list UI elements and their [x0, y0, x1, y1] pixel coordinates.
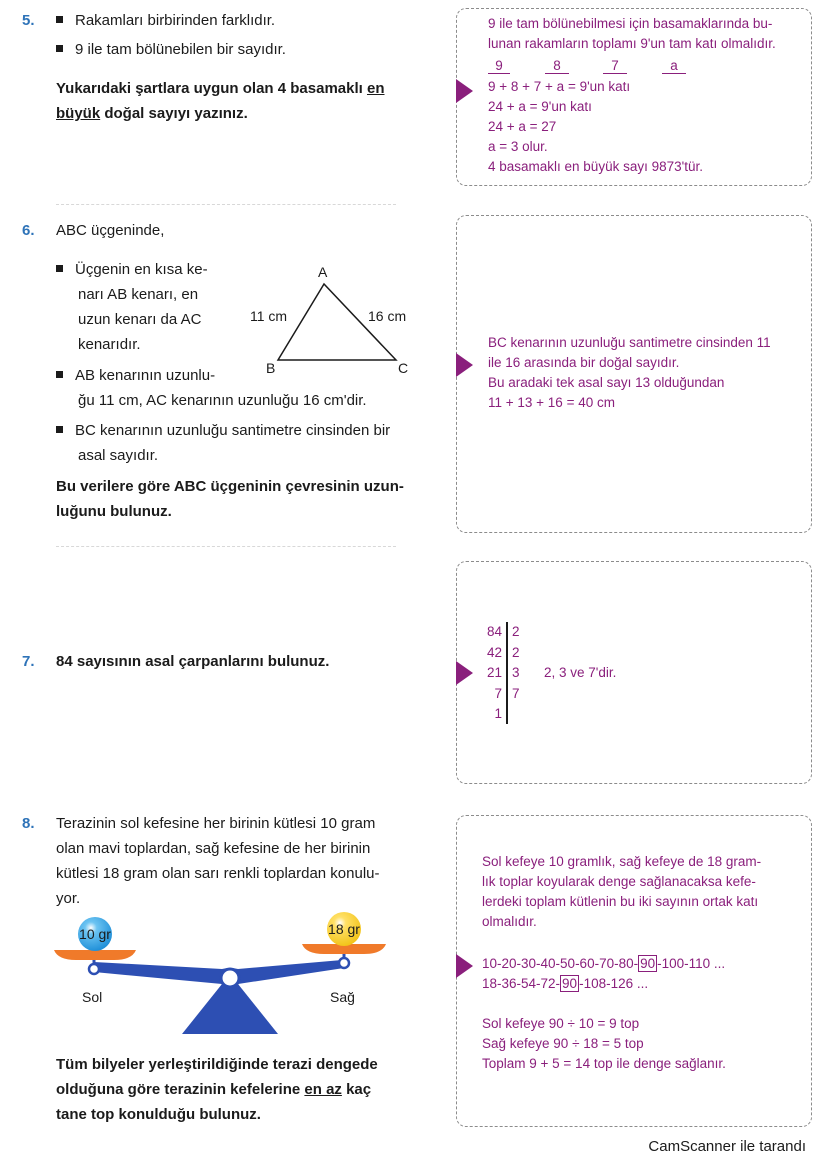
- q6-answer: BC kenarının uzunluğu santimetre cinsinden 11 ile 16 arasında bir doğal sayıdır. Bu aradaki tek asal sayı 13 olduğundan 11 + 13 + 16 = 40 cm: [488, 335, 771, 410]
- scale-pivot: [221, 969, 239, 987]
- digit-a: a: [662, 58, 686, 74]
- common-multiple-box: 90: [562, 976, 578, 991]
- side-ab-label: 11 cm: [250, 308, 288, 324]
- side-ac-label: 16 cm: [368, 308, 407, 324]
- q5-answer: 9 ile tam bölünebilmesi için basamaklarında bu- lunan rakamların toplamı 9'un tam katı olmalıdır.: [488, 16, 776, 51]
- q5-prompt: Yukarıdaki şartlara uygun olan 4 basamaklı en büyük doğal sayıyı yazınız.: [56, 80, 385, 122]
- left-pan: [54, 950, 136, 960]
- vertex-c: C: [398, 360, 409, 376]
- q5-steps: 9 + 8 + 7 + a = 9'un katı 24 + a = 9'un katı 24 + a = 27 a = 3 olur. 4 basamaklı en büyük sayı 9873'tür.: [488, 79, 703, 174]
- multiples-of-10: 10-20-30-40-50-60-70-80- 90 -100-110 ...: [482, 956, 726, 971]
- triangle-figure: [240, 262, 416, 378]
- q7-number: 7.: [22, 653, 35, 670]
- scanner-footer: CamScanner ile tarandı: [648, 1138, 806, 1155]
- division-bar: [506, 622, 508, 724]
- q7-answer-box: [456, 561, 812, 784]
- bullet-icon: [56, 16, 63, 23]
- digit-9: 9: [488, 58, 510, 74]
- q5-text: [56, 8, 416, 126]
- blue-ball-label: 10 gr: [79, 926, 111, 942]
- bullet-icon: [56, 265, 63, 272]
- vertex-b: B: [266, 360, 276, 376]
- q7-arrow-icon: [454, 660, 474, 686]
- separator: [56, 204, 396, 205]
- q5-bullet-2: 9 ile tam bölünebilen bir sayıdır.: [56, 37, 416, 62]
- vertex-a: A: [318, 264, 328, 280]
- right-side-label: Sağ: [330, 989, 355, 1005]
- left-pan-hook: [89, 964, 99, 974]
- digit-7: 7: [603, 58, 627, 74]
- q8-answer: Sol kefeye 10 gramlık, sağ kefeye de 18 gram- lık toplar koyularak denge sağlanacaksa kefe- lerdeki toplam kütlenin bu iki sayının ortak katı olmalıdır.: [482, 854, 762, 929]
- q7-result: 2, 3 ve 7'dir.: [544, 665, 617, 680]
- q6-bullet-3: BC kenarının uzunluğu santimetre cinsinden bir asal sayıdır.: [56, 418, 416, 468]
- left-side-label: Sol: [82, 989, 103, 1005]
- q8-calculation: Sol kefeye 90 ÷ 10 = 9 top Sağ kefeye 90 ÷ 18 = 5 top Toplam 9 + 5 = 14 top ile denge sağlanır.: [482, 1016, 726, 1071]
- q6-intro: ABC üçgeninde,: [56, 222, 165, 239]
- q8-text: Terazinin sol kefesine her birinin kütlesi 10 gram olan mavi toplardan, sağ kefesine de her birinin kütlesi 18 gram olan sarı renkli toplardan konulu- yor.: [56, 815, 380, 907]
- balance-scale: [54, 912, 394, 1038]
- q6-number: 6.: [22, 222, 35, 239]
- division-right-column: 2 2 3 7: [512, 624, 520, 701]
- q8-arrow-icon: [454, 953, 474, 979]
- division-left-column: 84 42 21 7 1: [486, 624, 502, 721]
- q7-prompt: 84 sayısının asal çarpanlarını bulunuz.: [56, 653, 330, 670]
- multiples-of-18: 18-36-54-72- 90 -108-126 ...: [482, 976, 649, 991]
- yellow-ball-label: 18 gr: [328, 921, 360, 937]
- q5-arrow-icon: [454, 78, 474, 104]
- q5-number: 5.: [22, 12, 35, 29]
- digit-8: 8: [545, 58, 569, 74]
- bullet-icon: [56, 45, 63, 52]
- q6-bullet-2: AB kenarının uzunlu- ğu 11 cm, AC kenarının uzunluğu 16 cm'dir.: [56, 363, 416, 413]
- bullet-icon: [56, 426, 63, 433]
- q8-number: 8.: [22, 815, 35, 832]
- q8-prompt: Tüm bilyeler yerleştirildiğinde terazi dengede olduğuna göre terazinin kefelerine en az kaç tane top konulduğu bulunuz.: [56, 1056, 378, 1123]
- bullet-icon: [56, 371, 63, 378]
- q5-bullet-1: Rakamları birbirinden farklıdır.: [56, 8, 416, 33]
- q8-multiples: [482, 954, 725, 994]
- right-pan-hook: [339, 958, 349, 968]
- separator: [56, 546, 396, 547]
- q6-arrow-icon: [454, 352, 474, 378]
- common-multiple-box: 90: [640, 956, 656, 971]
- q6-prompt: Bu verilere göre ABC üçgeninin çevresinin uzun- luğunu bulunuz.: [56, 478, 404, 520]
- q6-bullet-1: Üçgenin en kısa ke- narı AB kenarı, en uzun kenarı da AC kenarıdır.: [56, 257, 232, 357]
- scale-beam: [94, 960, 344, 985]
